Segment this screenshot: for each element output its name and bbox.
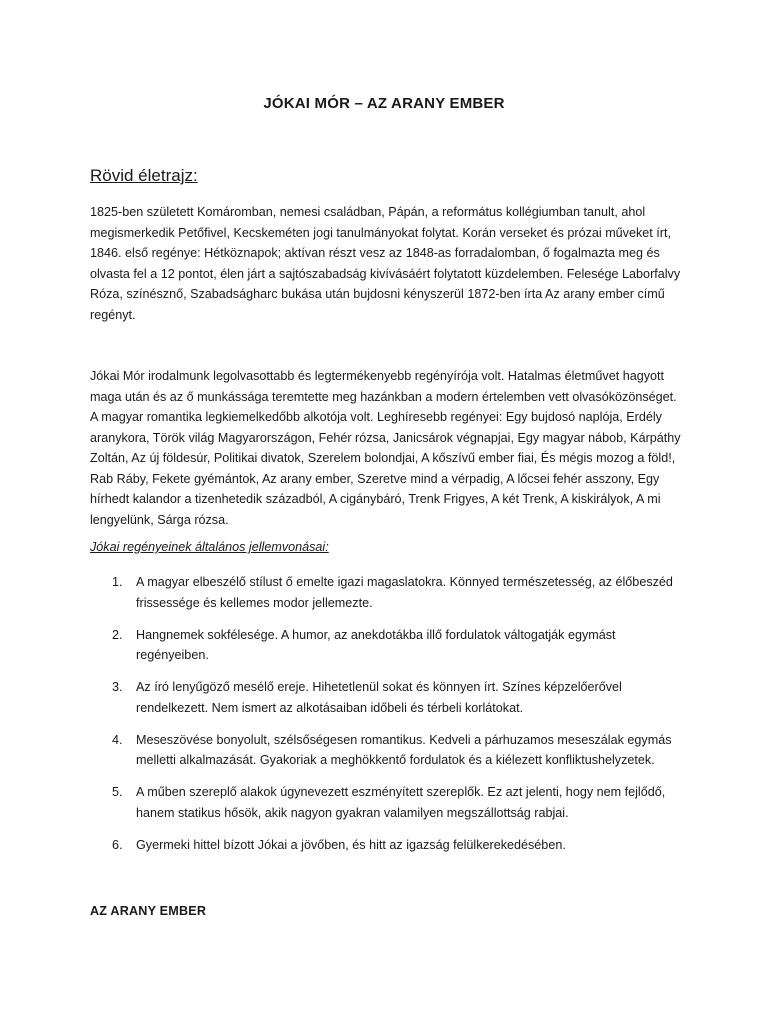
- works-paragraph: Jókai Mór irodalmunk legolvasottabb és legtermékenyebb regényírója volt. Hatalmas életművet hagyott maga után és az ő munkássága teremtette meg hazánkban a modern értelemben vett olvasóközönséget. A magyar romantika legkiemelkedőbb alkotója volt. Leghíresebb regényei: Egy bujdosó naplója, Erdély aranykora, Török világ Magyarországon, Fehér rózsa, Janicsárok végnapjai, Egy magyar nábob, Kárpáthy Zoltán, Az új földesúr, Politikai divatok, Szerelem bolondjai, A kőszívű ember fiai, És mégis mozog a föld!, Rab Ráby, Fekete gyémántok, Az arany ember, Szeretve mind a vérpadig, A lőcsei fehér asszony, Egy hírhedt kalandor a tizenhetedik századból, A cigánybáró, Trenk Frigyes, A két Trenk, A kiskirályok, A mi lengyelünk, Sárga rózsa.: [90, 369, 681, 527]
- list-item-number: 5.: [112, 785, 123, 799]
- features-heading: Jókai regényeinek általános jellemvonásai:: [90, 540, 329, 554]
- list-item-number: 2.: [112, 627, 123, 642]
- list-item: [90, 782, 690, 823]
- list-item-number: 1.: [112, 575, 123, 589]
- list-item-text: A magyar elbeszélő stílust ő emelte igazi magaslatokra. Könnyed természetesség, az élőbeszéd frissessége és kellemes modor jellemezte.: [136, 575, 673, 610]
- list-item-number: 6.: [112, 837, 123, 852]
- list-item: [90, 572, 690, 613]
- biography-paragraph: 1825-ben született Komáromban, nemesi családban, Pápán, a református kollégiumban tanult, ahol megismerkedik Petőfivel, Kecskeméten jogi tanulmányokat folytat. Korán verseket és prózai műveket írt, 1846. első regénye: Hétköznapok; aktívan részt vesz az 1848-as forradalomban, ő fogalmazta meg és olvasta fel a 12 pontot, élen járt a sajtószabadság kivívásáért folytatott küzdelemben. Felesége Laborfalvy Róza, színésznő, Szabadságharc bukása után bujdosni kényszerül 1872-ben írta Az arany ember című regényt.: [90, 205, 681, 322]
- list-item-text: A műben szereplő alakok úgynevezett eszményített szereplők. Ez azt jelenti, hogy nem fejlődő, hanem statikus hősök, akik nagyon gyakran valamilyen megszállottság rabjai.: [136, 785, 666, 820]
- list-item-number: 4.: [112, 732, 123, 747]
- list-item: [90, 677, 690, 718]
- list-item-text: Hangnemek sokfélesége. A humor, az anekdotákba illő fordulatok váltogatják egymást regényeiben.: [136, 627, 616, 662]
- list-item: [90, 625, 690, 666]
- novel-heading: AZ ARANY EMBER: [90, 904, 207, 918]
- biography-heading: Rövid életrajz:: [90, 166, 198, 185]
- list-item-text: Az író lenyűgöző mesélő ereje. Hihetetlenül sokat és könnyen írt. Színes képzelőerővel rendelkezett. Nem ismert az alkotásaiban időbeli és térbeli korlátokat.: [136, 680, 622, 715]
- document-title: JÓKAI MÓR – AZ ARANY EMBER: [263, 95, 505, 112]
- list-item: [90, 730, 690, 771]
- list-item-text: Meseszövése bonyolult, szélsőségesen romantikus. Kedveli a párhuzamos meseszálak egymás melletti alkalmazását. Gyakoriak a meghökkentő fordulatok és a kiélezett konfliktushelyzetek.: [136, 732, 672, 767]
- list-item-text: Gyermeki hittel bízott Jókai a jövőben, és hitt az igazság felülkerekedésében.: [136, 837, 566, 852]
- features-list: [90, 572, 690, 867]
- list-item: [90, 835, 690, 856]
- list-item-number: 3.: [112, 680, 123, 694]
